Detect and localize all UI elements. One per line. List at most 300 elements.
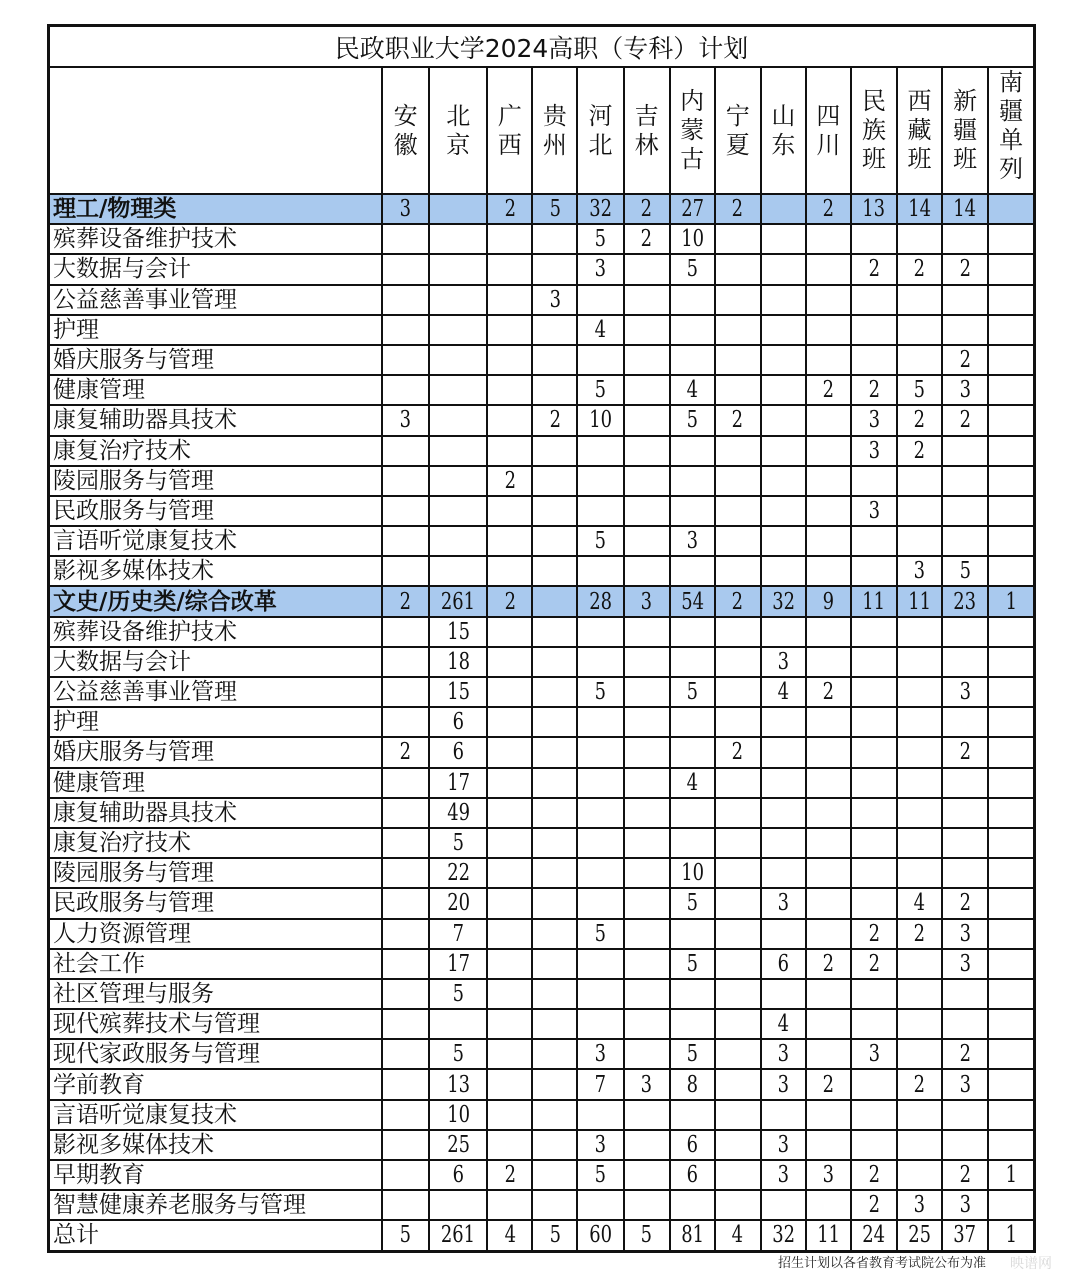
value-text: 3 bbox=[594, 256, 607, 283]
value-cell bbox=[382, 1100, 429, 1130]
column-header bbox=[577, 67, 623, 194]
value-cell bbox=[806, 194, 851, 224]
value-cell bbox=[429, 194, 487, 224]
value-cell bbox=[715, 1009, 761, 1039]
value-cell bbox=[897, 1160, 942, 1190]
value-text: 3 bbox=[594, 1041, 607, 1068]
value-cell bbox=[577, 1039, 623, 1069]
table-row bbox=[49, 1039, 1035, 1069]
value-cell bbox=[382, 798, 429, 828]
value-cell bbox=[670, 1190, 715, 1220]
value-cell bbox=[806, 254, 851, 284]
value-cell bbox=[988, 888, 1034, 918]
value-cell bbox=[382, 737, 429, 767]
value-text: 2 bbox=[959, 1162, 971, 1189]
value-text: 2 bbox=[504, 1162, 516, 1189]
value-cell bbox=[670, 647, 715, 677]
value-cell bbox=[897, 677, 942, 707]
value-cell bbox=[897, 254, 942, 284]
value-cell bbox=[429, 919, 487, 949]
value-cell bbox=[806, 1039, 851, 1069]
value-cell bbox=[577, 436, 623, 466]
value-cell bbox=[670, 375, 715, 405]
value-cell bbox=[670, 556, 715, 586]
table-row bbox=[49, 1160, 1035, 1190]
value-cell bbox=[942, 768, 988, 798]
value-text: 2 bbox=[959, 739, 971, 766]
value-text: 5 bbox=[640, 1222, 653, 1249]
value-text: 13 bbox=[446, 1071, 470, 1098]
value-cell bbox=[761, 345, 806, 375]
value-text: 4 bbox=[777, 679, 790, 706]
value-cell bbox=[897, 919, 942, 949]
value-cell bbox=[988, 768, 1034, 798]
value-cell bbox=[988, 979, 1034, 1009]
value-cell bbox=[670, 1100, 715, 1130]
value-cell bbox=[487, 436, 532, 466]
table-row-label: 影视多媒体技术 bbox=[49, 556, 383, 586]
table-row-label: 现代家政服务与管理 bbox=[49, 1039, 383, 1069]
value-cell bbox=[624, 224, 670, 254]
value-cell bbox=[851, 707, 897, 737]
value-cell bbox=[382, 949, 429, 979]
column-header-label: 南疆单列 bbox=[999, 68, 1024, 183]
value-cell bbox=[988, 496, 1034, 526]
value-cell bbox=[761, 677, 806, 707]
value-cell bbox=[715, 647, 761, 677]
value-cell bbox=[761, 496, 806, 526]
value-cell bbox=[942, 828, 988, 858]
value-cell bbox=[897, 798, 942, 828]
value-cell bbox=[715, 858, 761, 888]
value-text: 9 bbox=[822, 588, 835, 615]
value-cell bbox=[897, 828, 942, 858]
value-cell bbox=[851, 1220, 897, 1251]
value-cell bbox=[806, 979, 851, 1009]
value-cell bbox=[487, 194, 532, 224]
value-cell bbox=[806, 1190, 851, 1220]
value-cell bbox=[715, 405, 761, 435]
value-cell bbox=[988, 1220, 1034, 1251]
value-cell bbox=[715, 466, 761, 496]
value-cell bbox=[532, 526, 577, 556]
value-cell bbox=[761, 1039, 806, 1069]
table-row-label: 言语听觉康复技术 bbox=[49, 1100, 383, 1130]
value-cell bbox=[382, 979, 429, 1009]
value-cell bbox=[988, 1069, 1034, 1099]
value-text: 2 bbox=[868, 377, 880, 404]
value-cell bbox=[429, 285, 487, 315]
value-text: 2 bbox=[868, 1162, 880, 1189]
table-row-label: 健康管理 bbox=[49, 768, 383, 798]
value-cell bbox=[624, 919, 670, 949]
value-cell bbox=[532, 737, 577, 767]
column-header-label: 广西 bbox=[497, 101, 522, 159]
value-text: 3 bbox=[777, 1162, 790, 1189]
table-row-label: 现代殡葬技术与管理 bbox=[49, 1009, 383, 1039]
value-cell bbox=[851, 375, 897, 405]
value-cell bbox=[942, 1160, 988, 1190]
value-cell bbox=[429, 768, 487, 798]
value-cell bbox=[382, 1069, 429, 1099]
value-cell bbox=[715, 888, 761, 918]
value-text: 2 bbox=[822, 679, 835, 706]
value-cell bbox=[761, 1009, 806, 1039]
value-text: 17 bbox=[446, 950, 470, 977]
table-row-label: 康复辅助器具技术 bbox=[49, 798, 383, 828]
value-text: 2 bbox=[399, 588, 412, 615]
value-cell bbox=[897, 345, 942, 375]
value-cell bbox=[487, 888, 532, 918]
value-cell bbox=[715, 768, 761, 798]
value-cell bbox=[851, 194, 897, 224]
value-text: 54 bbox=[680, 588, 704, 615]
value-text: 5 bbox=[686, 679, 698, 706]
value-cell bbox=[382, 828, 429, 858]
value-cell bbox=[577, 828, 623, 858]
value-cell bbox=[806, 828, 851, 858]
table-row-label: 康复治疗技术 bbox=[49, 828, 383, 858]
value-cell bbox=[761, 617, 806, 647]
value-cell bbox=[670, 677, 715, 707]
value-cell bbox=[532, 1100, 577, 1130]
value-cell bbox=[806, 707, 851, 737]
table-row bbox=[49, 858, 1035, 888]
value-cell bbox=[897, 375, 942, 405]
value-cell bbox=[715, 919, 761, 949]
value-cell bbox=[851, 949, 897, 979]
value-text: 17 bbox=[446, 769, 470, 796]
value-cell bbox=[532, 919, 577, 949]
value-text: 2 bbox=[959, 1041, 971, 1068]
value-cell bbox=[532, 1039, 577, 1069]
value-cell bbox=[577, 979, 623, 1009]
value-cell bbox=[532, 1009, 577, 1039]
value-cell bbox=[487, 345, 532, 375]
value-cell bbox=[624, 496, 670, 526]
table-row-label: 陵园服务与管理 bbox=[49, 466, 383, 496]
value-cell bbox=[382, 496, 429, 526]
value-cell bbox=[429, 254, 487, 284]
table-row bbox=[49, 1069, 1035, 1099]
value-cell bbox=[429, 1039, 487, 1069]
value-cell bbox=[382, 677, 429, 707]
value-cell bbox=[761, 647, 806, 677]
value-text: 4 bbox=[686, 377, 698, 404]
column-header bbox=[670, 67, 715, 194]
value-cell bbox=[806, 888, 851, 918]
value-cell bbox=[577, 798, 623, 828]
value-cell bbox=[487, 1190, 532, 1220]
value-text: 22 bbox=[446, 860, 470, 887]
table-row bbox=[49, 1009, 1035, 1039]
value-cell bbox=[761, 768, 806, 798]
table-row-label: 智慧健康养老服务与管理 bbox=[49, 1190, 383, 1220]
value-text: 11 bbox=[908, 588, 931, 615]
value-text: 11 bbox=[862, 588, 886, 615]
value-cell bbox=[942, 254, 988, 284]
value-cell bbox=[761, 1069, 806, 1099]
value-cell bbox=[670, 979, 715, 1009]
value-cell bbox=[670, 405, 715, 435]
value-cell bbox=[532, 254, 577, 284]
value-cell bbox=[851, 888, 897, 918]
value-cell bbox=[577, 345, 623, 375]
table-row bbox=[49, 1190, 1035, 1220]
value-cell bbox=[624, 556, 670, 586]
value-cell bbox=[897, 496, 942, 526]
value-cell bbox=[670, 707, 715, 737]
column-header-label: 西藏班 bbox=[907, 87, 932, 173]
table-body bbox=[49, 194, 1035, 1251]
value-cell bbox=[988, 466, 1034, 496]
value-cell bbox=[715, 224, 761, 254]
value-cell bbox=[670, 1009, 715, 1039]
value-cell bbox=[715, 436, 761, 466]
value-cell bbox=[715, 828, 761, 858]
value-text: 15 bbox=[446, 618, 470, 645]
table-row-label: 社区管理与服务 bbox=[49, 979, 383, 1009]
value-text: 3 bbox=[913, 1192, 926, 1219]
value-cell bbox=[577, 375, 623, 405]
value-cell bbox=[942, 858, 988, 888]
value-cell bbox=[806, 496, 851, 526]
value-text: 2 bbox=[549, 407, 561, 434]
value-cell bbox=[851, 466, 897, 496]
value-text: 28 bbox=[589, 588, 612, 615]
value-text: 2 bbox=[913, 407, 926, 434]
value-cell bbox=[429, 345, 487, 375]
value-cell bbox=[382, 526, 429, 556]
value-cell bbox=[761, 828, 806, 858]
value-cell bbox=[715, 798, 761, 828]
value-cell bbox=[670, 919, 715, 949]
value-text: 4 bbox=[686, 769, 698, 796]
value-text: 5 bbox=[594, 679, 607, 706]
value-cell bbox=[670, 1220, 715, 1251]
value-cell bbox=[670, 315, 715, 345]
value-cell bbox=[897, 1220, 942, 1251]
value-cell bbox=[624, 798, 670, 828]
value-text: 3 bbox=[868, 497, 880, 524]
value-text: 18 bbox=[446, 648, 470, 675]
value-cell bbox=[988, 556, 1034, 586]
table-row-label: 健康管理 bbox=[49, 375, 383, 405]
value-cell bbox=[577, 194, 623, 224]
table-row-label: 康复治疗技术 bbox=[49, 436, 383, 466]
value-text: 4 bbox=[732, 1222, 744, 1249]
value-cell bbox=[624, 254, 670, 284]
value-cell bbox=[429, 224, 487, 254]
value-cell bbox=[487, 1039, 532, 1069]
value-cell bbox=[806, 285, 851, 315]
value-cell bbox=[624, 979, 670, 1009]
value-cell bbox=[382, 707, 429, 737]
value-cell bbox=[806, 1220, 851, 1251]
value-text: 32 bbox=[771, 1222, 795, 1249]
value-cell bbox=[897, 707, 942, 737]
value-cell bbox=[670, 285, 715, 315]
value-cell bbox=[942, 466, 988, 496]
value-cell bbox=[624, 466, 670, 496]
value-cell bbox=[624, 345, 670, 375]
value-cell bbox=[897, 949, 942, 979]
value-text: 3 bbox=[399, 407, 412, 434]
value-cell bbox=[577, 949, 623, 979]
value-text: 5 bbox=[549, 196, 561, 223]
value-cell bbox=[851, 1039, 897, 1069]
value-cell bbox=[429, 586, 487, 616]
value-cell bbox=[624, 828, 670, 858]
value-cell bbox=[761, 254, 806, 284]
value-text: 37 bbox=[953, 1222, 977, 1249]
value-cell bbox=[942, 1009, 988, 1039]
table-row-label: 护理 bbox=[49, 315, 383, 345]
value-cell bbox=[487, 798, 532, 828]
value-cell bbox=[429, 556, 487, 586]
value-cell bbox=[851, 647, 897, 677]
column-header-label: 新疆班 bbox=[953, 87, 978, 173]
value-cell bbox=[382, 405, 429, 435]
value-cell bbox=[715, 194, 761, 224]
value-cell bbox=[988, 526, 1034, 556]
value-cell bbox=[942, 617, 988, 647]
value-cell bbox=[382, 556, 429, 586]
value-cell bbox=[942, 1130, 988, 1160]
value-text: 3 bbox=[822, 1162, 835, 1189]
value-cell bbox=[487, 1160, 532, 1190]
value-cell bbox=[429, 1130, 487, 1160]
value-cell bbox=[897, 888, 942, 918]
value-cell bbox=[988, 315, 1034, 345]
table-row bbox=[49, 436, 1035, 466]
value-cell bbox=[382, 1220, 429, 1251]
value-text: 5 bbox=[594, 377, 607, 404]
value-cell bbox=[670, 858, 715, 888]
value-cell bbox=[670, 1160, 715, 1190]
column-header bbox=[532, 67, 577, 194]
value-cell bbox=[851, 1009, 897, 1039]
value-cell bbox=[715, 617, 761, 647]
value-cell bbox=[988, 617, 1034, 647]
value-cell bbox=[761, 737, 806, 767]
column-header-label: 安徽 bbox=[393, 101, 418, 159]
table-row bbox=[49, 617, 1035, 647]
value-cell bbox=[897, 315, 942, 345]
value-cell bbox=[806, 1069, 851, 1099]
value-text: 3 bbox=[594, 1131, 607, 1158]
value-cell bbox=[806, 556, 851, 586]
value-cell bbox=[670, 737, 715, 767]
value-cell bbox=[487, 254, 532, 284]
table-row-label: 大数据与会计 bbox=[49, 647, 383, 677]
value-cell bbox=[487, 707, 532, 737]
value-cell bbox=[715, 949, 761, 979]
column-header bbox=[851, 67, 897, 194]
value-text: 4 bbox=[913, 890, 926, 917]
value-cell bbox=[624, 858, 670, 888]
value-cell bbox=[577, 647, 623, 677]
value-text: 1 bbox=[1005, 1222, 1017, 1249]
value-cell bbox=[715, 586, 761, 616]
value-cell bbox=[624, 677, 670, 707]
value-cell bbox=[577, 405, 623, 435]
value-text: 14 bbox=[953, 196, 977, 223]
value-cell bbox=[429, 1190, 487, 1220]
value-cell bbox=[761, 707, 806, 737]
value-text: 11 bbox=[816, 1222, 840, 1249]
value-cell bbox=[851, 1190, 897, 1220]
value-cell bbox=[761, 949, 806, 979]
value-cell bbox=[624, 1190, 670, 1220]
value-cell bbox=[851, 315, 897, 345]
value-cell bbox=[942, 888, 988, 918]
value-cell bbox=[487, 405, 532, 435]
value-cell bbox=[897, 647, 942, 677]
value-text: 13 bbox=[862, 196, 886, 223]
value-cell bbox=[382, 194, 429, 224]
value-cell bbox=[851, 677, 897, 707]
value-text: 3 bbox=[959, 1192, 971, 1219]
value-cell bbox=[670, 466, 715, 496]
column-header-label: 贵州 bbox=[542, 101, 567, 159]
value-cell bbox=[532, 405, 577, 435]
value-text: 2 bbox=[640, 226, 653, 253]
value-text: 4 bbox=[504, 1222, 516, 1249]
footnote: 招生计划以各省教育考试院公布为准 bbox=[778, 1256, 987, 1271]
value-cell bbox=[487, 858, 532, 888]
value-cell bbox=[487, 919, 532, 949]
value-cell bbox=[761, 979, 806, 1009]
value-cell bbox=[670, 436, 715, 466]
value-cell bbox=[382, 345, 429, 375]
table-row-label: 公益慈善事业管理 bbox=[49, 285, 383, 315]
value-text: 3 bbox=[959, 920, 971, 947]
value-cell bbox=[942, 375, 988, 405]
value-cell bbox=[577, 285, 623, 315]
value-cell bbox=[761, 194, 806, 224]
value-cell bbox=[577, 315, 623, 345]
value-cell bbox=[897, 405, 942, 435]
column-header-label: 山东 bbox=[771, 101, 796, 159]
value-cell bbox=[382, 888, 429, 918]
value-cell bbox=[624, 1100, 670, 1130]
value-cell bbox=[806, 1100, 851, 1130]
column-header-label: 民族班 bbox=[861, 87, 886, 173]
value-cell bbox=[624, 768, 670, 798]
value-cell bbox=[670, 586, 715, 616]
value-cell bbox=[577, 677, 623, 707]
value-cell bbox=[487, 1009, 532, 1039]
value-cell bbox=[429, 828, 487, 858]
value-cell bbox=[806, 858, 851, 888]
table-row-label: 殡葬设备维护技术 bbox=[49, 224, 383, 254]
value-text: 2 bbox=[868, 920, 880, 947]
value-cell bbox=[429, 526, 487, 556]
value-text: 6 bbox=[452, 739, 464, 766]
value-text: 3 bbox=[959, 377, 971, 404]
value-text: 5 bbox=[594, 528, 607, 555]
value-text: 2 bbox=[732, 407, 744, 434]
value-cell bbox=[761, 526, 806, 556]
value-cell bbox=[988, 1009, 1034, 1039]
value-cell bbox=[577, 254, 623, 284]
value-cell bbox=[577, 1220, 623, 1251]
value-cell bbox=[429, 888, 487, 918]
value-cell bbox=[851, 798, 897, 828]
category-row bbox=[49, 194, 1035, 224]
value-text: 3 bbox=[777, 1041, 790, 1068]
